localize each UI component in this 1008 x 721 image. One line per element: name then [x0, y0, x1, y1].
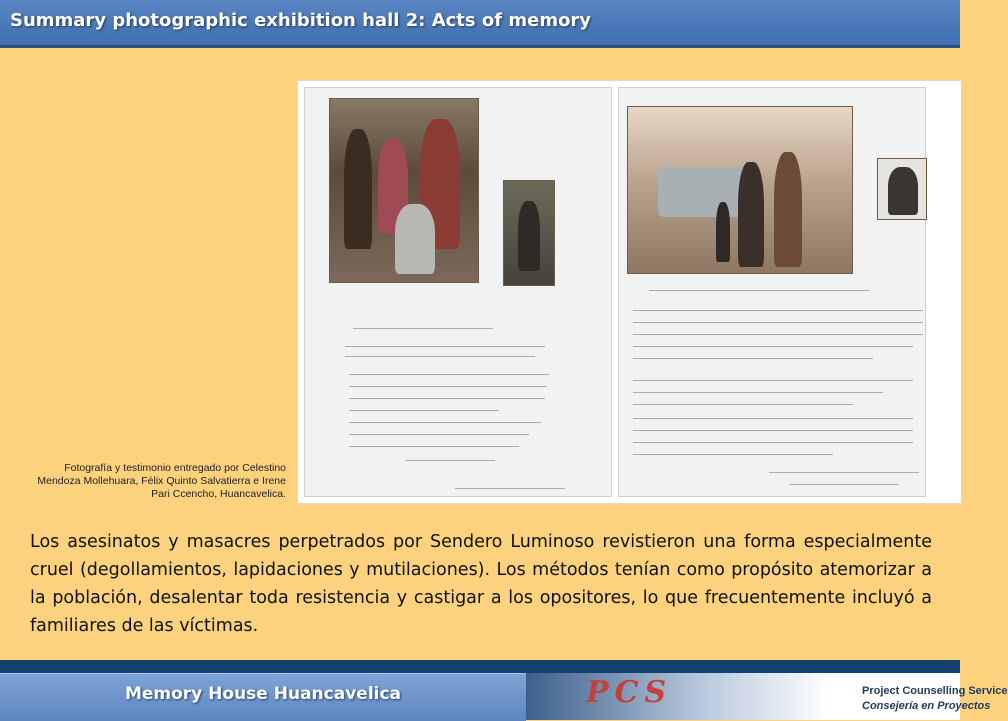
pcs-logo: PCS — [586, 675, 673, 710]
footer-title: Memory House Huancavelica — [124, 684, 402, 704]
company-name: Project Counselling Service — [862, 685, 1008, 697]
portrait-photo-left — [503, 180, 555, 286]
photo-caption: Fotografía y testimonio entregado por Celestino Mendoza Mollehuara, Félix Quinto Salvatierra e Irene Pari Ccencho, Huancavelica. — [37, 462, 286, 500]
exhibit-photo — [297, 80, 962, 504]
company-subtitle: Consejería en Proyectos — [862, 700, 991, 712]
slide-title: Summary photographic exhibition hall 2: Acts of memory — [10, 10, 592, 31]
family-photo-right — [627, 106, 853, 274]
portrait-photo-right — [877, 158, 927, 220]
body-paragraph: Los asesinatos y masacres perpetrados por Sendero Luminoso revistieron una forma especialmente cruel (degollamientos, lapidaciones y mutilaciones). Los métodos tenían como propósito atemorizar a la población, desalentar toda resistencia y castigar a los opositores, lo que frecuentemente incluyó a familiares de las víctimas. — [30, 532, 932, 636]
album-page-left — [304, 87, 612, 497]
family-photo-left — [329, 98, 479, 283]
footer-title-panel — [0, 673, 526, 721]
footer-logo-panel — [526, 673, 1008, 720]
footer — [0, 660, 1008, 720]
album-page-right — [618, 87, 926, 497]
title-bar — [0, 0, 960, 48]
